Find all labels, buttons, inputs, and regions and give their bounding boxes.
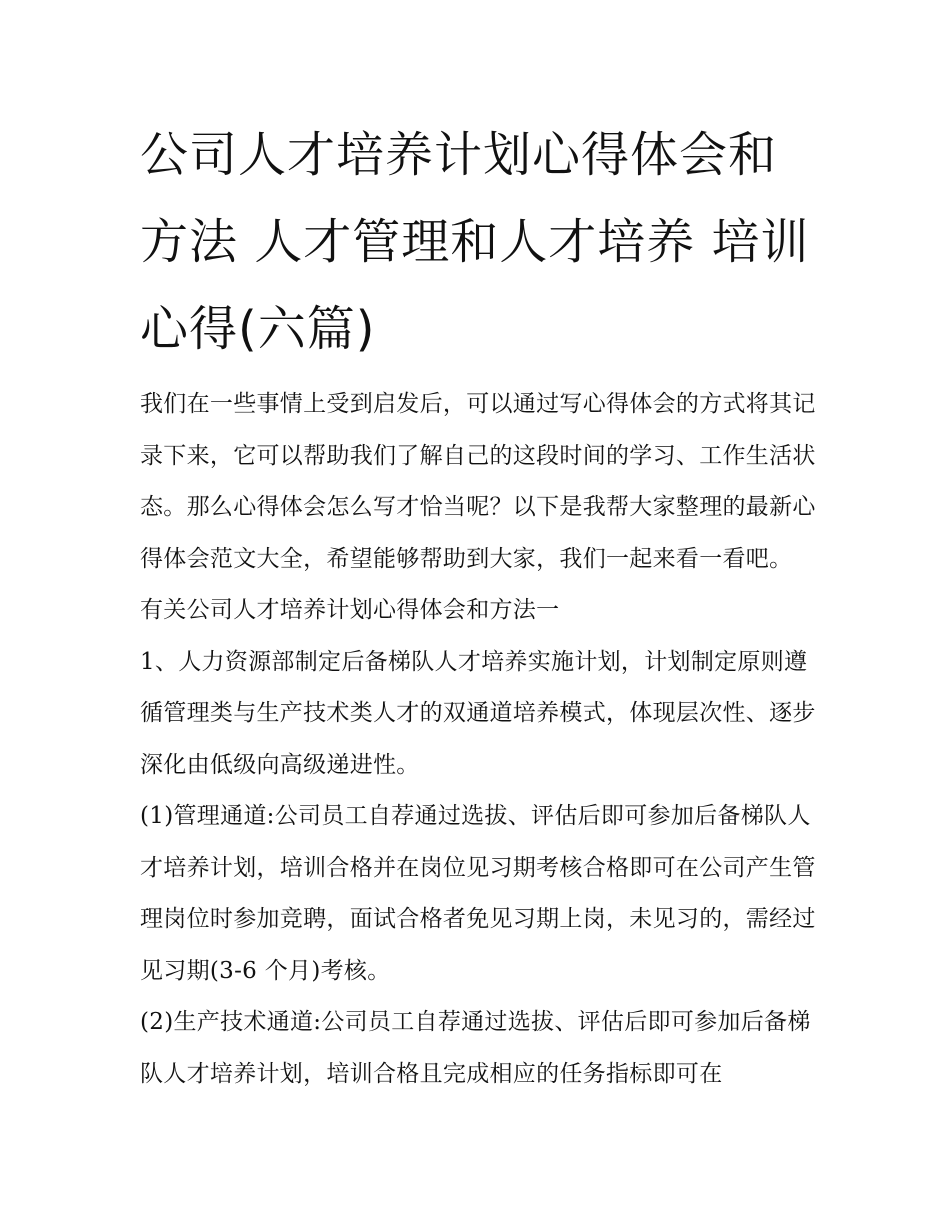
list-item-management-channel: (1)管理通道:公司员工自荐通过选拔、评估后即可参加后备梯队人才培养计划，培训合格并在岗位见习期考核合格即可在公司产生管理岗位时参加竞聘，面试合格者免见习期上岗，未见习的，需经过见习期(3-6 个月)考核。 — [140, 803, 816, 984]
document-page — [140, 112, 820, 1100]
intro-paragraph: 我们在一些事情上受到启发后，可以通过写心得体会的方式将其记录下来，它可以帮助我们了解自己的这段时间的学习、工作生活状态。那么心得体会怎么写才恰当呢？以下是我帮大家整理的最新心得体会范文大全，希望能够帮助到大家，我们一起来看一看吧。 — [140, 391, 816, 572]
document-title: 公司人才培养计划心得体会和方法 人才管理和人才培养 培训心得(六篇) — [140, 127, 810, 357]
section-heading: 有关公司人才培养计划心得体会和方法一 — [140, 597, 560, 623]
list-item-technical-channel: (2)生产技术通道:公司员工自荐通过选拔、评估后即可参加后备梯队人才培养计划，培训合格且完成相应的任务指标即可在 — [140, 1009, 811, 1087]
list-item-1: 1、人力资源部制定后备梯队人才培养实施计划，计划制定原则遵循管理类与生产技术类人才的双通道培养模式，体现层次性、逐步深化由低级向高级递进性。 — [140, 648, 816, 778]
